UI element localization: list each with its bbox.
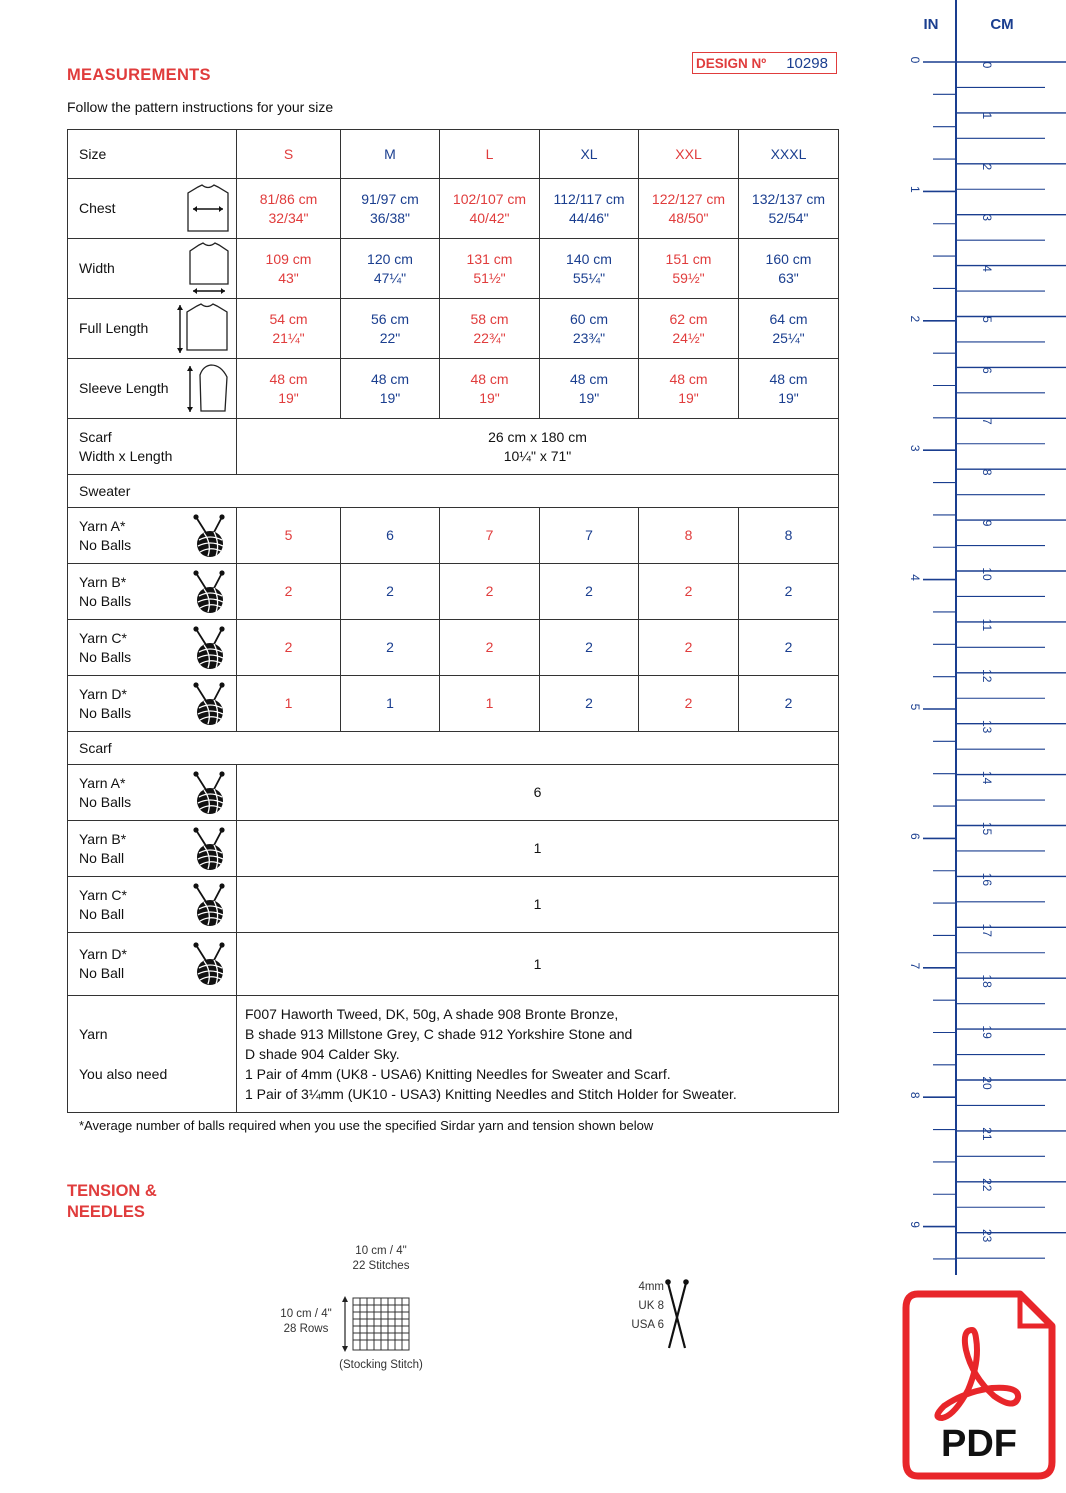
table-row [68,359,839,419]
yarn-unit: No Balls [79,536,132,553]
ball-count: 5 [237,508,341,564]
size-label: Size [68,130,237,179]
table-row [68,877,839,933]
ruler-inch-label: 3 [908,444,922,452]
ball-count: 2 [237,620,341,676]
ball-count: 2 [341,564,440,620]
tension-title [67,1181,157,1223]
cell-metric: 91/97 cm [361,190,419,207]
row-label: Width [79,260,115,276]
cell-imperial: 44/46" [568,209,609,226]
ball-count: 2 [739,564,839,620]
ball-count: 1 [341,676,440,732]
cell-imperial: 19" [678,389,699,406]
scarf-size-imperial: 10¼" x 71" [503,447,572,464]
cell-imperial: 23¾" [572,329,606,346]
ball-count: 8 [739,508,839,564]
length-diagram-icon [175,302,231,356]
size-header: XXL [639,130,739,179]
tension-width-caption [330,1244,432,1274]
ball-count: 2 [739,676,839,732]
knitting-needles-icon [664,1278,690,1352]
measuring-ruler [895,0,1066,1280]
yarn-ball-icon [192,682,228,726]
cell-metric: 48 cm [269,370,308,387]
cell-metric: 131 cm [466,250,513,267]
width-diagram-icon [187,242,231,296]
ball-count: 2 [237,564,341,620]
tension-title-line: NEEDLES [67,1203,145,1221]
ruler-cm-label: 6 [980,367,994,374]
ball-count: 6 [341,508,440,564]
cell-imperial: 43" [278,269,299,286]
ruler-cm-label: 11 [980,618,994,632]
ruler-inch-heading: IN [923,16,939,33]
cell-metric: 81/86 cm [259,190,318,207]
design-number-label: DESIGN Nº [696,55,767,71]
size-header: XL [540,130,639,179]
cell-imperial: 51½" [473,269,506,286]
tension-height-label: 10 cm / 4" [280,1308,332,1320]
ruler-cm-label: 15 [980,821,994,836]
ball-count: 2 [540,676,639,732]
ball-count: 2 [639,564,739,620]
cell-metric: 48 cm [370,370,410,387]
ruler-inch-label: 5 [908,703,922,711]
table-row [68,933,839,996]
ball-count: 8 [639,508,739,564]
yarn-name: Yarn A* [79,774,126,791]
size-header: XXXL [739,130,839,179]
cell-imperial: 19" [778,389,799,406]
ball-count: 1 [237,877,839,933]
cell-metric: 132/137 cm [751,190,826,207]
ball-count: 1 [237,676,341,732]
scarf-size-metric: 26 cm x 180 cm [488,428,587,445]
row-label: Sleeve Length [79,380,169,396]
cell-metric: 151 cm [665,250,712,267]
cell-metric: 48 cm [569,370,609,387]
ball-count: 2 [540,620,639,676]
table-row [68,676,839,732]
ball-count: 1 [237,933,839,996]
sleeve-diagram-icon [185,363,231,415]
yarn-ball-icon [192,771,228,815]
ball-count: 2 [639,620,739,676]
cell-imperial: 55¼" [572,269,606,286]
ball-count: 6 [237,765,839,821]
cell-metric: 56 cm [370,310,410,327]
pdf-label: PDF [941,1423,1017,1465]
yarn-detail-line: 1 Pair of 4mm (UK8 - USA6) Knitting Needles for Sweater and Scarf. [245,1066,671,1082]
ruler-cm-label: 21 [980,1127,994,1141]
cell-imperial: 21¼" [272,329,305,346]
cell-metric: 140 cm [566,250,612,267]
ruler-cm-label: 1 [980,112,994,120]
yarn-name: Yarn D* [79,946,127,962]
row-label: Width x Length [79,447,173,464]
chest-diagram-icon [185,183,231,235]
cell-metric: 102/107 cm [452,190,527,207]
design-number-value: 10298 [786,54,828,72]
ruler-cm-label: 5 [980,316,994,323]
cell-metric: 112/117 cm [553,190,625,207]
ruler-cm-label: 12 [980,669,994,683]
cell-metric: 120 cm [367,250,413,267]
row-label: Chest [79,200,116,216]
yarn-detail-line: D shade 904 Calder Sky. [245,1046,400,1062]
cell-imperial: 47¼" [373,269,407,286]
yarn-ball-icon [192,514,228,558]
yarn-ball-icon [192,626,228,670]
needle-usa-label: USA 6 [631,1319,664,1331]
yarn-details-row [68,996,839,1113]
cell-metric: 122/127 cm [651,190,726,207]
tension-width-label: 10 cm / 4" [355,1245,407,1257]
ball-count: 1 [440,676,540,732]
cell-imperial: 40/42" [469,209,510,226]
cell-metric: 48 cm [669,370,708,387]
table-row [68,179,839,239]
ruler-cm-label: 20 [980,1076,994,1090]
tension-title-line: TENSION & [67,1182,157,1200]
page-subtitle: Follow the pattern instructions for your size [67,99,334,115]
design-number-badge [692,52,837,74]
table-row [68,620,839,676]
cell-imperial: 48/50" [668,209,709,226]
yarn-unit: No Balls [79,592,132,609]
ruler-cm-label: 16 [980,872,994,887]
cell-metric: 54 cm [269,310,308,327]
cell-imperial: 36/38" [369,209,410,226]
ball-count: 7 [540,508,639,564]
ruler-inch-label: 2 [908,315,922,323]
ruler-cm-label: 22 [980,1178,994,1192]
ruler-cm-label: 4 [980,265,994,272]
section-header: Scarf [68,732,839,765]
tension-swatch-icon [338,1292,414,1356]
ruler-cm-label: 7 [980,417,994,425]
yarn-ball-icon [192,942,228,986]
yarn-name: Yarn C* [79,886,127,903]
ruler-cm-label: 23 [980,1229,994,1243]
ruler-cm-label: 9 [980,519,994,527]
ruler-cm-label: 13 [980,720,994,734]
size-header: S [237,130,341,179]
yarn-ball-icon [192,883,228,927]
ruler-cm-label: 3 [980,214,994,222]
row-label: Full Length [79,320,149,336]
ball-count: 2 [739,620,839,676]
yarn-unit: No Ball [79,905,125,922]
table-row [68,564,839,620]
cell-imperial: 19" [578,389,600,406]
cell-imperial: 59½" [672,269,705,286]
ruler-cm-label: 19 [980,1025,994,1039]
table-row [68,765,839,821]
needle-mm-label: 4mm [638,1281,664,1293]
ruler-inch-label: 4 [908,574,922,581]
tension-rows-label: 28 Rows [283,1323,329,1335]
table-row [68,239,839,299]
yarn-name: Yarn B* [79,573,127,590]
cell-metric: 109 cm [265,250,312,267]
table-row [68,508,839,564]
needle-uk-label: UK 8 [638,1300,664,1312]
cell-metric: 58 cm [470,310,509,327]
section-header: Sweater [68,475,839,508]
cell-imperial: 22¾" [473,329,506,346]
yarn-detail-line: 1 Pair of 3¼mm (UK10 - USA3) Knitting Needles and Stitch Holder for Sweater. [245,1086,737,1102]
needle-size-caption [620,1278,664,1335]
ruler-cm-label: 0 [980,61,994,69]
ball-count: 7 [440,508,540,564]
table-row [68,821,839,877]
size-header: L [440,130,540,179]
ruler-inch-label: 7 [908,962,922,970]
cell-imperial: 24½" [672,329,705,346]
ball-count: 2 [341,620,440,676]
size-header: M [341,130,440,179]
cell-imperial: 63" [778,269,799,286]
yarn-unit: No Balls [79,793,132,810]
yarn-name: Yarn B* [79,830,127,847]
cell-metric: 160 cm [765,250,812,267]
ball-count: 1 [237,821,839,877]
ball-count: 2 [440,564,540,620]
page-title: MEASUREMENTS [67,66,211,84]
section-header-row [68,732,839,765]
ruler-cm-label: 14 [980,770,994,785]
stitch-type-label: (Stocking Stitch) [339,1359,423,1371]
yarn-name: Yarn D* [79,685,127,702]
scarf-size-row [68,419,839,475]
ball-count: 2 [440,620,540,676]
ball-count: 2 [540,564,639,620]
ruler-cm-label: 10 [980,567,994,581]
tension-stitches-label: 22 Stitches [352,1260,410,1272]
section-header-row [68,475,839,508]
yarn-ball-icon [192,827,228,871]
yarn-ball-icon [192,570,228,614]
cell-imperial: 52/54" [768,209,809,226]
also-need-label: You also need [79,1066,168,1082]
yarn-unit: No Ball [79,849,125,866]
pdf-file-icon[interactable] [902,1290,1056,1480]
yarn-unit: No Ball [79,965,125,981]
yarn-unit: No Balls [79,704,132,721]
ruler-cm-label: 17 [980,923,994,937]
size-header-row [68,130,839,179]
yarn-name: Yarn C* [79,629,127,646]
ruler-inch-label: 0 [908,56,922,64]
cell-metric: 48 cm [769,370,808,387]
cell-imperial: 19" [479,389,500,406]
yarn-unit: No Balls [79,648,132,665]
yarn-name: Yarn A* [79,517,126,534]
cell-metric: 60 cm [569,310,609,327]
cell-imperial: 19" [278,389,299,406]
ruler-inch-label: 9 [908,1221,922,1228]
ruler-inch-label: 6 [908,833,922,840]
ruler-cm-label: 8 [980,468,994,476]
footnote: *Average number of balls required when you use the specified Sirdar yarn and tension shown below [79,1118,654,1133]
cell-metric: 48 cm [470,370,509,387]
yarn-label: Yarn [79,1026,108,1042]
tension-height-caption [268,1307,344,1337]
ruler-cm-label: 18 [980,974,994,988]
ruler-inch-label: 8 [908,1091,922,1099]
cell-metric: 64 cm [769,310,808,327]
ruler-inch-label: 1 [908,186,922,193]
cell-imperial: 32/34" [268,209,309,226]
measurements-table [67,129,839,1113]
row-label: Scarf [79,428,112,445]
ball-count: 2 [639,676,739,732]
cell-metric: 62 cm [669,310,708,327]
ruler-cm-label: 2 [980,163,994,171]
yarn-detail-line: B shade 913 Millstone Grey, C shade 912 Yorkshire Stone and [245,1026,633,1042]
ruler-cm-heading: CM [990,16,1014,33]
table-row [68,299,839,359]
yarn-detail-line: F007 Haworth Tweed, DK, 50g, A shade 908 Bronte Bronze, [245,1006,619,1022]
cell-imperial: 25¼" [772,329,805,346]
cell-imperial: 19" [379,389,401,406]
cell-imperial: 22" [379,329,401,346]
